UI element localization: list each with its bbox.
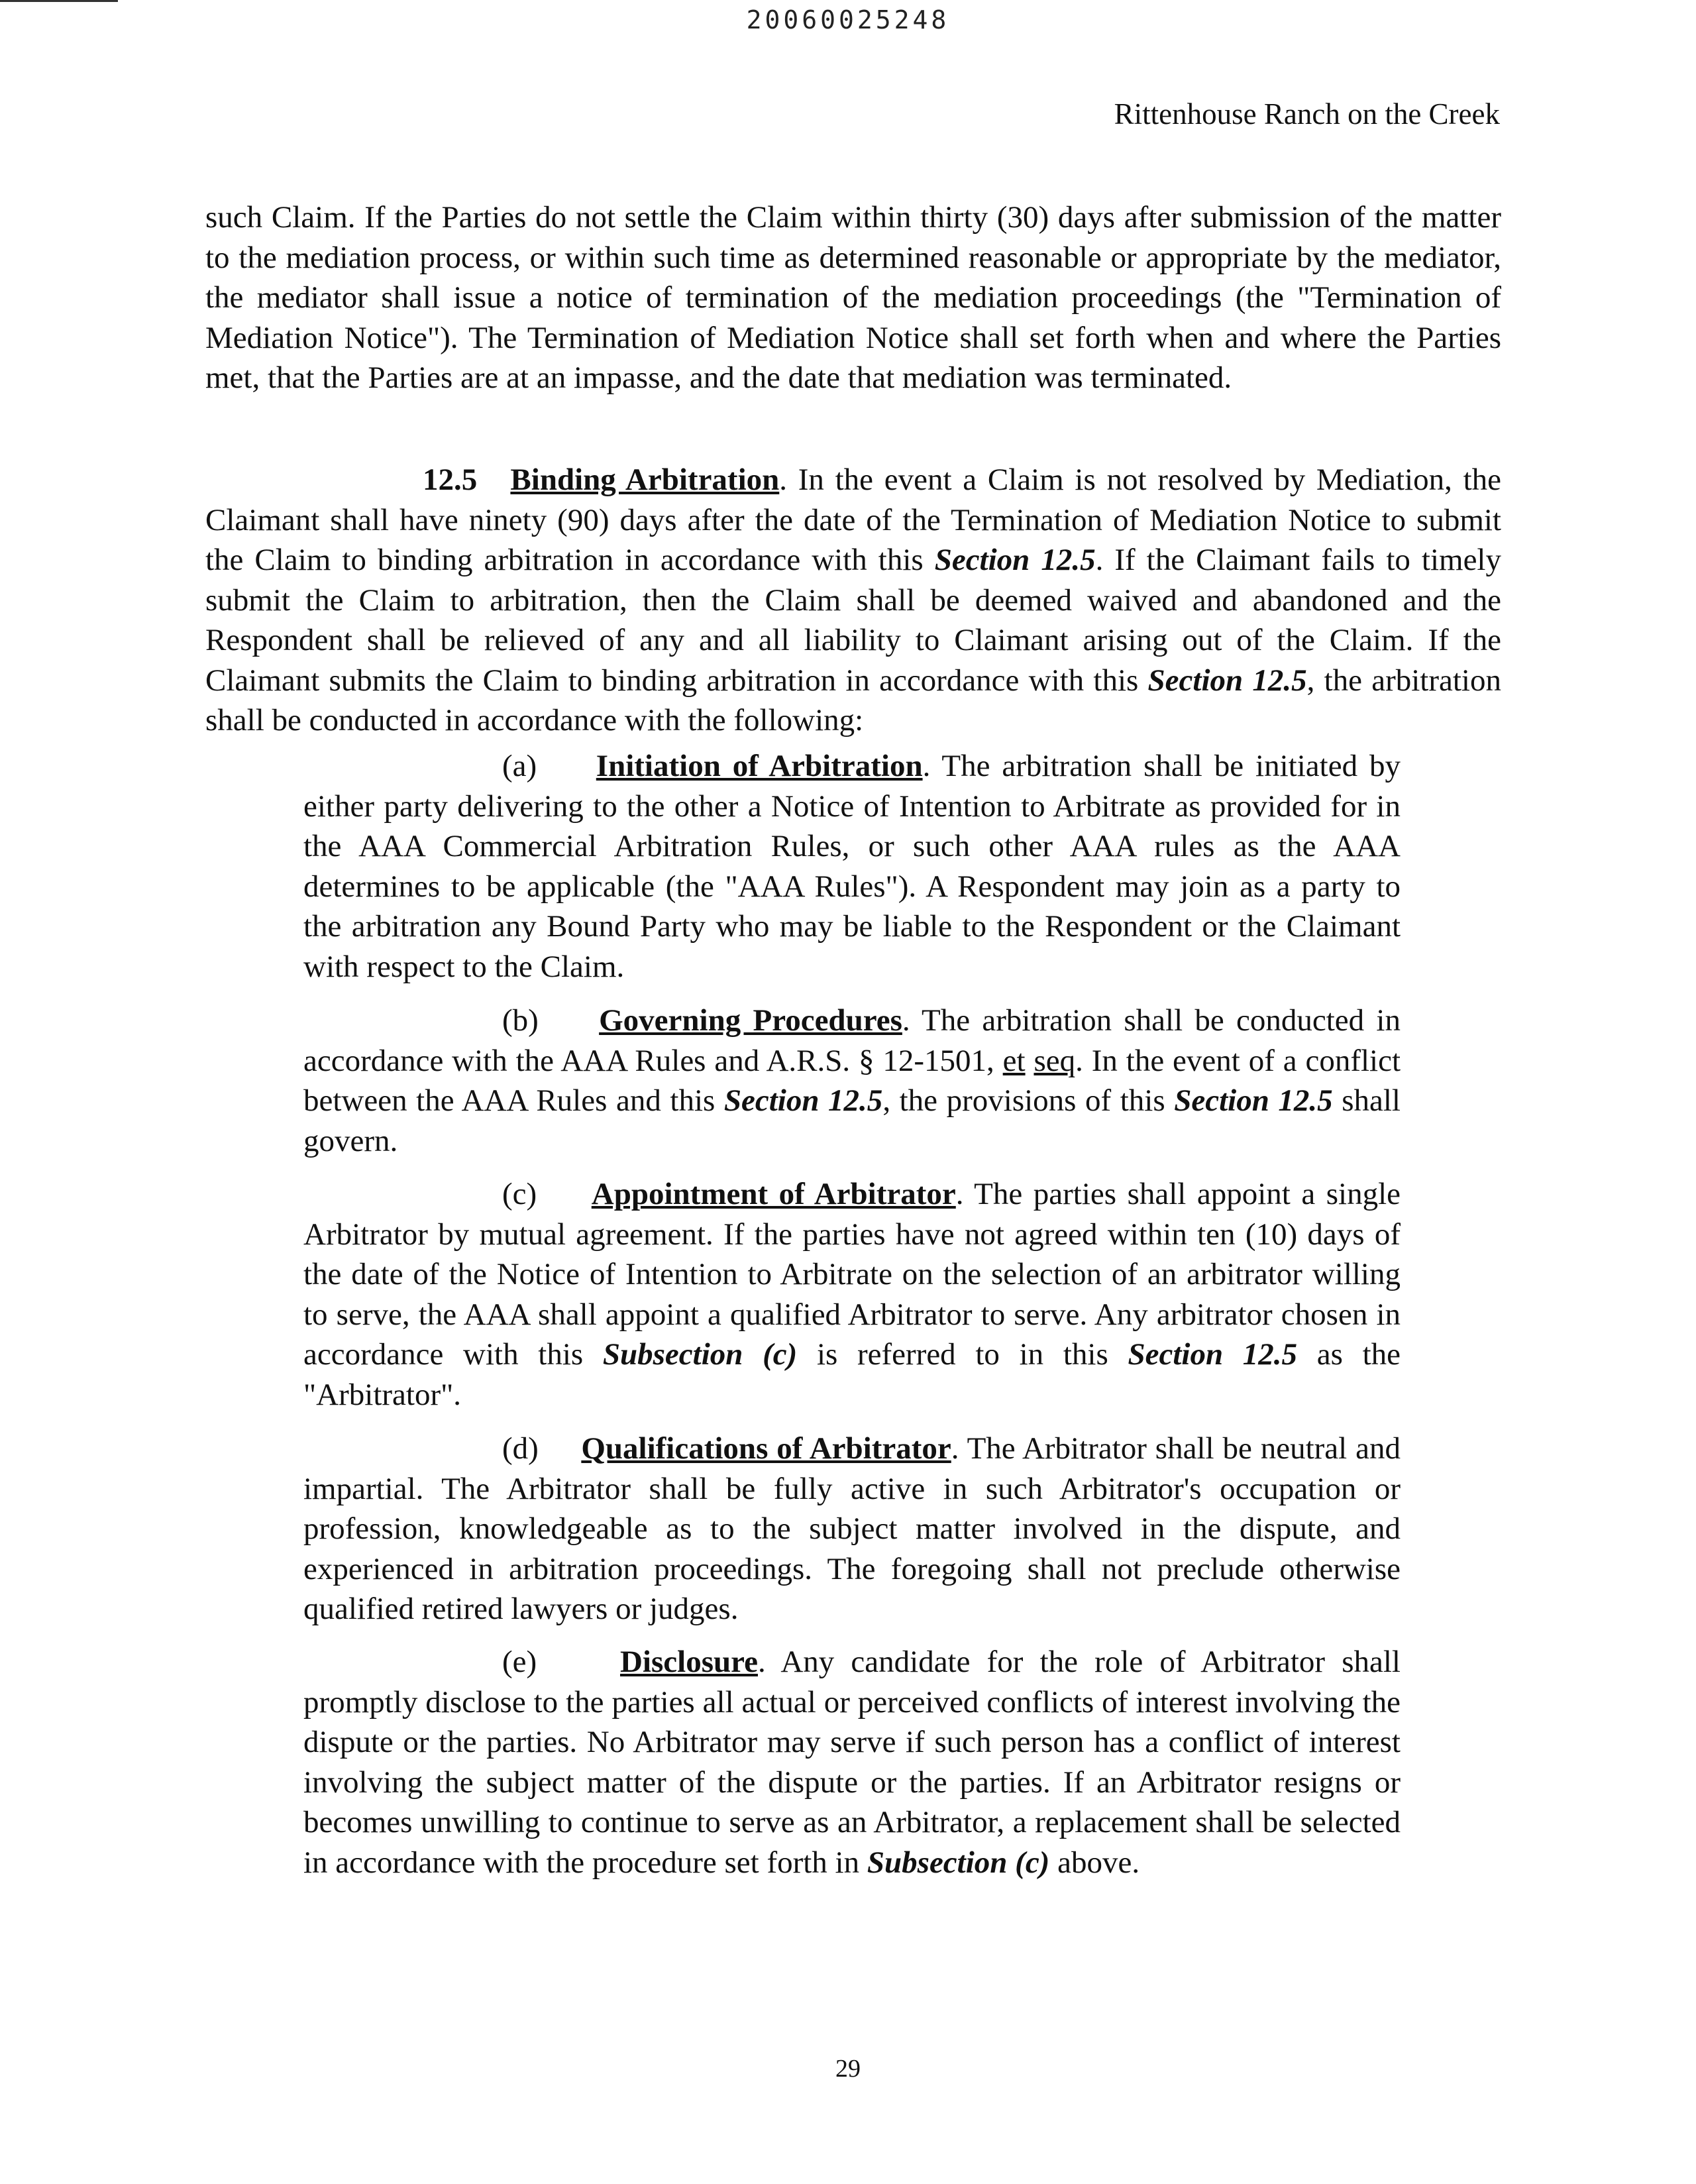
paragraph-mediation-termination	[205, 197, 1501, 398]
subsection-a-initiation	[303, 746, 1401, 987]
subsection-heading: Appointment of Arbitrator	[591, 1177, 956, 1211]
subsection-text: above.	[1049, 1845, 1140, 1880]
paragraph-text: such Claim. If the Parties do not settle the Claim within thirty (30) days after submission of the matter to the mediation process, or within such time as determined reasonable or appropriate by the mediator, the mediator shall issue a notice of termination of the mediation proceedings (the "Termination of Mediation Notice"). The Termination of Mediation Notice shall set forth when and where the Parties met, that the Parties are at an impasse, and the date that mediation was terminated.	[205, 200, 1501, 395]
section-reference: Section 12.5	[723, 1083, 883, 1118]
scan-edge-mark	[0, 0, 118, 2]
section-number: 12.5	[423, 463, 478, 497]
section-reference: Section 12.5	[1147, 663, 1307, 698]
section-text: , the arbitration shall be conducted in accordance with the following:	[205, 663, 1501, 737]
subsection-text: . Any candidate for the role of Arbitrator shall promptly disclose to the parties all actual or perceived conflicts of interest involving the dispute or the parties. No Arbitrator may serve if such person has a conflict of interest involving the subject matter of the dispute or the parties. If an Arbitrator resigns or becomes unwilling to continue to serve as an Arbitrator, a replacement shall be selected in accordance with the procedure set forth in	[303, 1645, 1401, 1880]
subsection-d-qualifications	[303, 1429, 1401, 1629]
section-reference: Section 12.5	[1174, 1083, 1333, 1118]
subsection-text: . The parties shall appoint a single Arbitrator by mutual agreement. If the parties have not agreed within ten (10) days of the date of the Notice of Intention to Arbitrate on the selection of an arbitrator willing to serve, the AAA shall appoint a qualified Arbitrator to serve. Any arbitrator chosen in accordance with this	[303, 1177, 1401, 1372]
subsection-text: . The arbitration shall be initiated by either party delivering to the other a Notice of Intention to Arbitrate as provided for in the AAA Commercial Arbitration Rules, or such other AAA rules as the AAA determines to be applicable (the "AAA Rules"). A Respondent may join as a party to the arbitration any Bound Party who may be liable to the Respondent or the Claimant with respect to the Claim.	[303, 749, 1401, 984]
section-12-5-binding-arbitration	[205, 460, 1501, 741]
subsection-label: (b)	[502, 1003, 539, 1038]
section-text: . If the Claimant fails to timely submit the Claim to arbitration, then the Claim shall be deemed waived and abandoned and the Respondent shall be relieved of any and all liability to Claimant arising out of the Claim. If the Claimant submits the Claim to binding arbitration in accordance with this	[205, 543, 1501, 698]
subsection-label: (e)	[502, 1645, 537, 1679]
subsection-text: . The arbitration shall be conducted in accordance with the AAA Rules and A.R.S. § 12-1501,	[303, 1003, 1401, 1078]
subsection-text: , the provisions of this	[882, 1083, 1175, 1118]
subsection-text: as the "Arbitrator".	[303, 1337, 1401, 1412]
latin-term: et	[1002, 1043, 1026, 1078]
section-reference: Section 12.5	[1128, 1337, 1298, 1372]
section-reference: Section 12.5	[934, 543, 1096, 577]
document-number: 20060025248	[746, 5, 950, 34]
subsection-c-appointment	[303, 1174, 1401, 1415]
subsection-text: . In the event of a conflict between the AAA Rules and this	[303, 1043, 1401, 1118]
latin-term: seq	[1034, 1043, 1076, 1078]
section-reference: Subsection (c)	[867, 1845, 1050, 1880]
subsection-heading: Qualifications of Arbitrator	[581, 1431, 951, 1466]
subsection-text: shall govern.	[303, 1083, 1401, 1158]
subsection-heading: Governing Procedures	[599, 1003, 902, 1038]
subsection-text: . The Arbitrator shall be neutral and impartial. The Arbitrator shall be fully active in such Arbitrator's occupation or profession, knowledgeable as to the subject matter involved in the dispute, and experienced in arbitration proceedings. The foregoing shall not preclude otherwise qualified retired lawyers or judges.	[303, 1431, 1401, 1626]
subsection-label: (d)	[502, 1431, 539, 1466]
subsection-heading: Initiation of Arbitration	[596, 749, 923, 783]
section-reference: Subsection (c)	[602, 1337, 798, 1372]
subsection-text: is referred to in this	[797, 1337, 1128, 1372]
subsection-b-governing-procedures	[303, 1001, 1401, 1161]
section-text: . In the event a Claim is not resolved by Mediation, the Claimant shall have ninety (90) days after the date of the Termination of Mediation Notice to submit the Claim to binding arbitration in accordance with this	[205, 463, 1501, 577]
subsection-label: (a)	[502, 749, 537, 783]
subsection-e-disclosure	[303, 1642, 1401, 1883]
subsection-label: (c)	[502, 1177, 537, 1211]
subsection-heading: Disclosure	[619, 1645, 758, 1679]
running-header: Rittenhouse Ranch on the Creek	[1114, 97, 1500, 131]
section-heading: Binding Arbitration	[510, 463, 780, 497]
page-number: 29	[835, 2055, 861, 2083]
